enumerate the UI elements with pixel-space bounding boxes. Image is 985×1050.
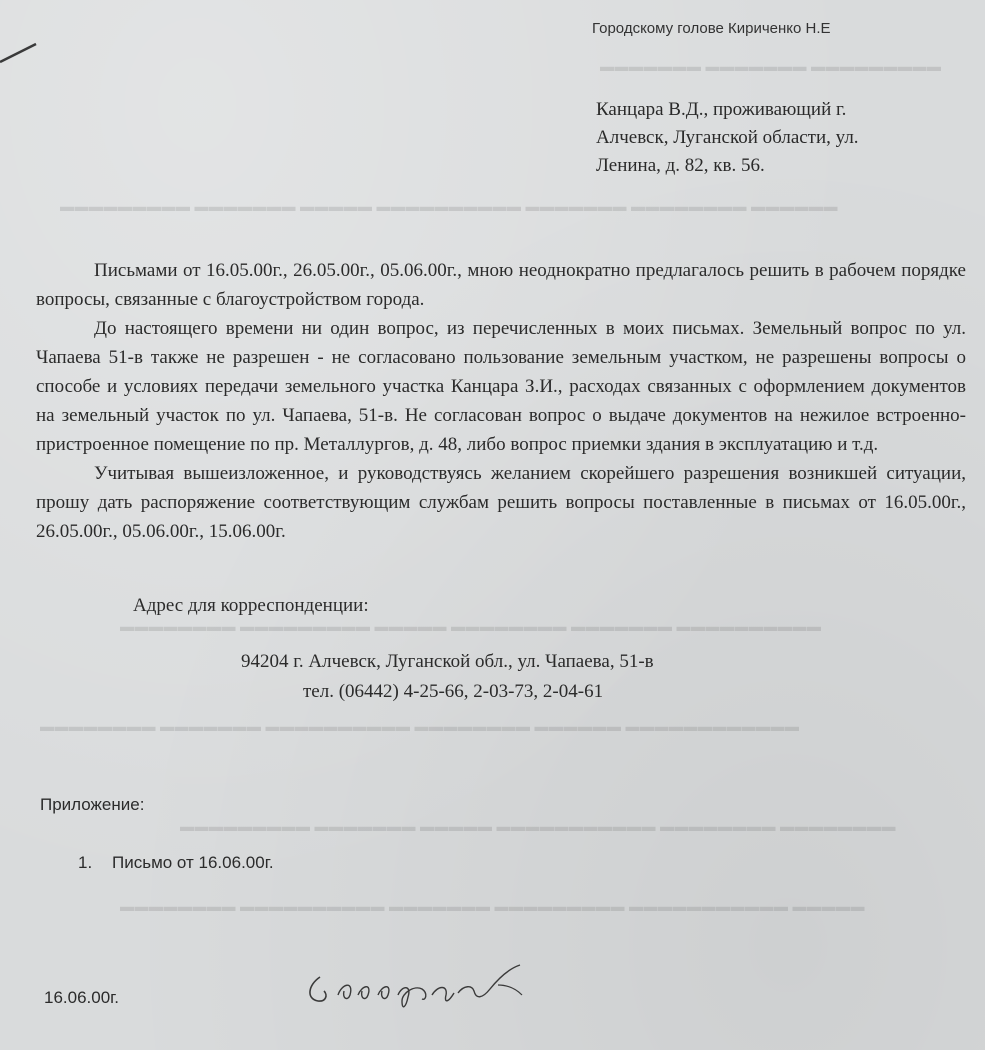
letter-date: 16.06.00г.	[44, 988, 120, 1007]
appendix-item-number: 1.	[78, 853, 93, 872]
address-line: 94204 г. Алчевск, Луганской обл., ул. Чапаева, 51-в	[241, 651, 654, 672]
bleed-through-text: ▬▬▬▬▬▬▬ ▬▬▬▬▬▬▬ ▬▬▬▬▬▬▬▬▬	[600, 60, 942, 75]
appendix-item	[78, 853, 274, 873]
scan-edge-mark	[0, 40, 40, 70]
bleed-through-text: ▬▬▬▬▬▬▬▬ ▬▬▬▬▬▬▬ ▬▬▬▬▬▬▬▬▬▬ ▬▬▬▬▬▬▬▬ ▬▬▬▬▬▬ ▬▬▬▬▬▬▬▬▬▬▬▬	[40, 720, 800, 735]
sender-line: Ленина, д. 82, кв. 56.	[596, 155, 765, 176]
bleed-through-text: ▬▬▬▬▬▬▬▬ ▬▬▬▬▬▬▬▬▬▬ ▬▬▬▬▬▬▬ ▬▬▬▬▬▬▬▬▬ ▬▬▬▬▬▬▬▬▬▬▬ ▬▬▬▬▬	[120, 900, 865, 915]
phone-line: тел. (06442) 4-25-66, 2-03-73, 2-04-61	[303, 681, 604, 702]
letter-body	[36, 256, 966, 546]
body-paragraph: Письмами от 16.05.00г., 26.05.00г., 05.06.00г., мною неоднократно предлагалось решить в рабочем порядке вопросы, связанные с благоустройством города.	[36, 260, 966, 310]
appendix-label: Приложение:	[40, 795, 145, 814]
body-paragraph: До настоящего времени ни один вопрос, из перечисленных в моих письмах. Земельный вопрос по ул. Чапаева 51-в также не разрешен - не согласовано пользование земельным участком, не разрешены вопросы о способе и условиях передачи земельного участка Канцара З.И., расходах связанных с оформлением документов на земельный участок по ул. Чапаева, 51-в. Не согласован вопрос о выдаче документов на нежилое встроенно-пристроенное помещение по пр. Металлургов, д. 48, либо вопрос приемки здания в эксплуатацию и т.д.	[36, 318, 966, 455]
bleed-through-text: ▬▬▬▬▬▬▬▬▬ ▬▬▬▬▬▬▬ ▬▬▬▬▬ ▬▬▬▬▬▬▬▬▬▬ ▬▬▬▬▬▬▬ ▬▬▬▬▬▬▬▬ ▬▬▬▬▬▬	[60, 200, 838, 215]
body-paragraph: Учитывая вышеизложенное, и руководствуясь желанием скорейшего разрешения возникшей ситуации, прошу дать распоряжение соответствующим службам решить вопросы поставленные в письмах от 16.05.00г., 26.05.00г., 05.06.00г., 15.06.00г.	[36, 463, 966, 542]
bleed-through-text: ▬▬▬▬▬▬▬▬▬ ▬▬▬▬▬▬▬ ▬▬▬▬▬ ▬▬▬▬▬▬▬▬▬▬▬ ▬▬▬▬▬▬▬▬ ▬▬▬▬▬▬▬▬	[180, 820, 896, 835]
recipient-line: Городскому голове Кириченко Н.Е	[592, 20, 831, 37]
appendix-item-text: Письмо от 16.06.00г.	[112, 853, 274, 872]
bleed-through-text: ▬▬▬▬▬▬▬▬ ▬▬▬▬▬▬▬▬▬ ▬▬▬▬▬ ▬▬▬▬▬▬▬▬ ▬▬▬▬▬▬▬ ▬▬▬▬▬▬▬▬▬▬	[120, 620, 822, 635]
handwritten-signature	[298, 955, 558, 1015]
sender-line: Алчевск, Луганской области, ул.	[596, 127, 859, 148]
sender-block	[596, 96, 936, 180]
address-label: Адрес для корреспонденции:	[133, 595, 369, 616]
sender-line: Канцара В.Д., проживающий г.	[596, 99, 847, 120]
